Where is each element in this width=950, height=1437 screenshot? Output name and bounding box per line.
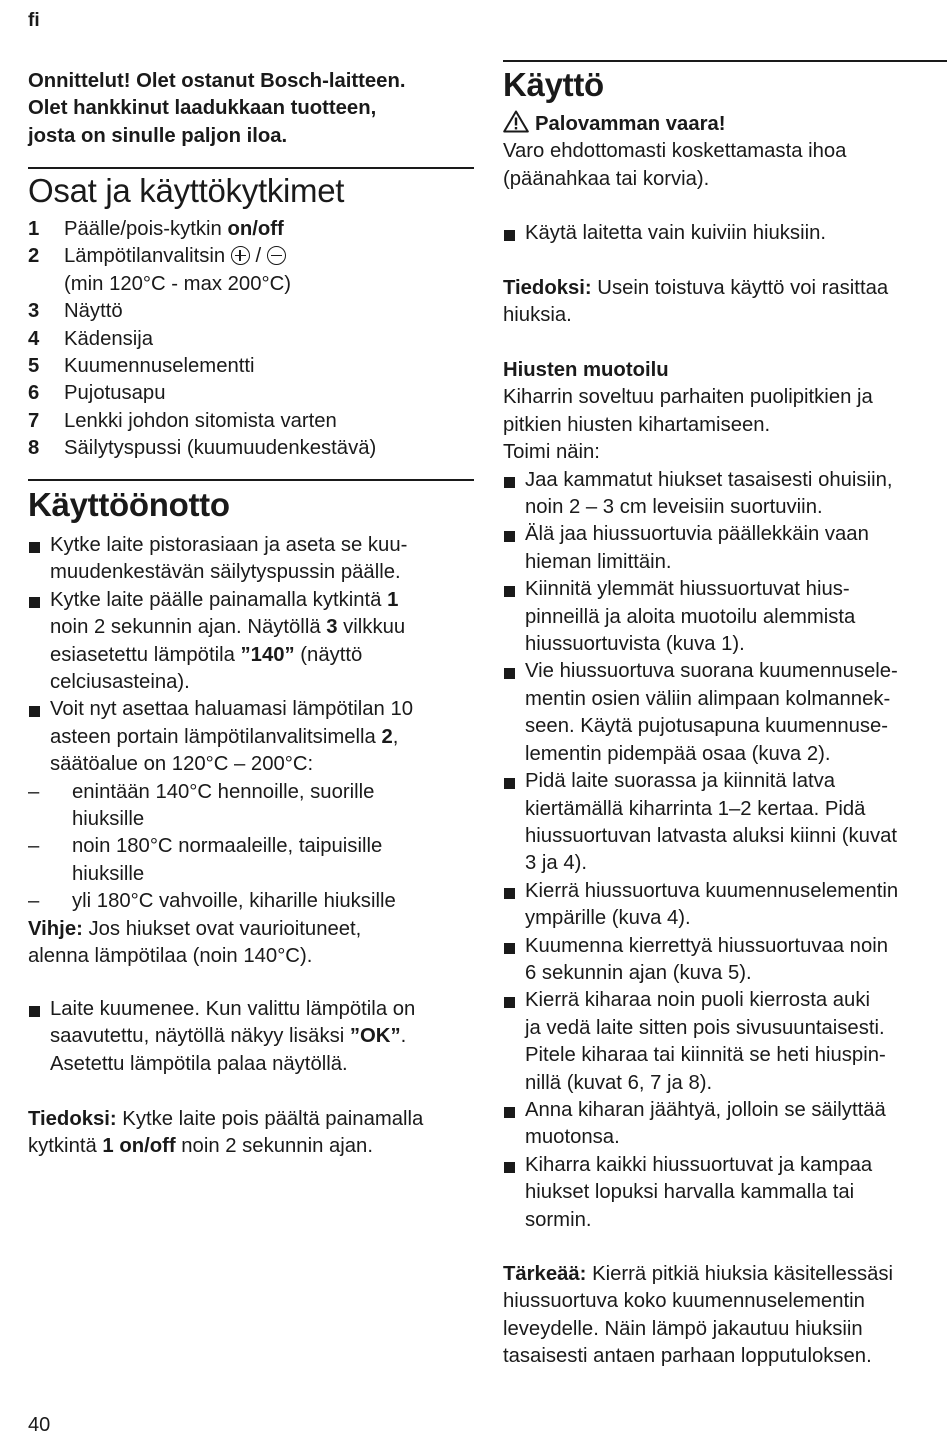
step-item: Kiharra kaikki hiussuortuvat ja kampaa hiukset lopuksi harvalla kammalla tai sormin. [503, 1152, 947, 1234]
important-note: Tärkeää: Kierrä pitkiä hiuksia käsitellessäsi hiussuortuva koko kuumennuselementin leveydelle. Näin lämpö jakautuu hiuksiin tasaisesti antaen parhaan lopputuloksen. [503, 1263, 894, 1368]
step-item: Jaa kammatut hiukset tasaisesti ohuisiin, noin 2 – 3 cm leveisiin suortuviin. [503, 467, 947, 522]
info-note: Tiedoksi: Kytke laite pois päältä painamalla kytkintä 1 on/off noin 2 sekunnin ajan. [28, 1108, 424, 1158]
intro-text: Onnittelut! Olet ostanut Bosch-laitteen. Olet hankkinut laadukkaan tuotteen, josta on sinulle paljon iloa. [28, 70, 406, 147]
bullet-item: Käytä laitetta vain kuiviin hiuksiin. [503, 220, 947, 247]
startup-heading: Käyttöönotto [28, 486, 230, 523]
step-item: Kiinnitä ylemmät hiussuortuvat hius- pinneillä ja aloita muotoilu alemmista hiussuortuvista (kuva 1). [503, 576, 947, 658]
parts-item: 5 Kuumennuselementti [28, 355, 255, 378]
startup-section [28, 532, 474, 971]
styling-section: Hiusten muotoilu Kiharrin soveltuu parhaiten puolipitkien ja pitkien hiusten kihartamiseen. Toimi näin: Jaa kammatut hiukset tasaisesti ohuisiin, noin 2 – 3 cm leveisiin suortuviin. Älä jaa hiussuortuvia päällekkäin vaan hieman limittäin. Kiinnitä ylemmät hiussuortuvat hius- pinneillä ja aloita muotoilu alemmista hiussuortuvista (kuva 1). Vie hiussuortuva suorana kuumennusele- mentin osien väliin alimpaan kolmannek- seen. Käytä pujotusapuna kuumennuse- lementin pidempää osaa (kuva 2). Pidä laite suorassa ja kiinnitä latva kiertämällä kiharrinta 1–2 kertaa. Pidä hiussuortuvan latvasta aluksi kiinni (kuvat 3 ja 4). Kierrä hiussuortuva kuumennuselementin ympärille (kuva 4). Kuumenna kierrettyä hiussuortuvaa noin 6 sekunnin ajan (kuva 5). Kierrä kiharaa noin puoli kierrosta auki ja vedä laite sitten pois sivusuuntaisesti. Pitele kiharaa tai kiinnitä se heti hiuspin- nillä (kuvat 6, 7 ja 8). Anna kiharan jäähtyä, jolloin se säilyttää muotonsa. Kiharra kaikki hiussuortuvat ja kampaa hiukset lopuksi harvalla kammalla tai sormin. [503, 357, 947, 1234]
step-item: Kuumenna kierrettyä hiussuortuvaa noin 6 sekunnin ajan (kuva 5). [503, 933, 947, 988]
parts-item: 8 Säilytyspussi (kuumuudenkestävä) [28, 437, 377, 460]
language-code: fi [28, 10, 40, 31]
use-heading: Käyttö [503, 66, 604, 103]
parts-heading: Osat ja käyttökytkimet [28, 172, 345, 209]
danger-warning: Palovamman vaara! Varo ehdottomasti koskettamasta ihoa (päänahkaa tai korvia). [503, 110, 947, 193]
plus-circle-icon [231, 246, 250, 265]
bullet-item: Kytke laite pistorasiaan ja aseta se kuu- muudenkestävän säilytyspussin päälle. [28, 532, 474, 587]
dash-item: – yli 180°C vahvoille, kiharille hiuksille [28, 890, 396, 913]
parts-item: 4 Kädensija [28, 327, 154, 350]
divider [28, 167, 474, 169]
parts-item-continuation: (min 120°C - max 200°C) [64, 272, 291, 295]
page-number: 40 [28, 1414, 51, 1436]
parts-list [28, 216, 474, 463]
divider [503, 60, 947, 62]
info-note: Tiedoksi: Usein toistuva käyttö voi rasittaa hiuksia. [503, 277, 889, 327]
minus-circle-icon [267, 246, 286, 265]
bullet-item: Voit nyt asettaa haluamasi lämpötilan 10 asteen portain lämpötilanvalitsimella 2, säätöalue on 120°C – 200°C: [28, 696, 474, 778]
bullet-item: Laite kuumenee. Kun valittu lämpötila on saavutettu, näytöllä näkyy lisäksi ”OK”. Asetettu lämpötila palaa näytöllä. [28, 996, 474, 1078]
styling-heading: Hiusten muotoilu [503, 359, 669, 381]
tip-note: Vihje: Jos hiukset ovat vaurioituneet, alenna lämpötilaa (noin 140°C). [28, 917, 362, 968]
divider [28, 479, 474, 481]
step-item: Kierrä hiussuortuva kuumennuselementin ympärille (kuva 4). [503, 878, 947, 933]
parts-item: 6 Pujotusapu [28, 382, 166, 405]
step-item: Vie hiussuortuva suorana kuumennusele- mentin osien väliin alimpaan kolmannek- seen. Käytä pujotusapuna kuumennuse- lementin pidempää osaa (kuva 2). [503, 658, 947, 768]
parts-item: 1 Päälle/pois-kytkin on/off [28, 218, 284, 240]
parts-item: 2 Lämpötilanvalitsin / [28, 243, 474, 270]
dry-hair-bullet [503, 220, 947, 247]
parts-item: 7 Lenkki johdon sitomista varten [28, 409, 337, 432]
dash-item: – enintään 140°C hennoille, suorille hiuksille [28, 780, 375, 831]
bullet-item: Kytke laite päälle painamalla kytkintä 1 noin 2 sekunnin ajan. Näytöllä 3 vilkkuu esiasetettu lämpötila ”140” (näyttö celciusasteina). [28, 587, 474, 697]
step-item: Anna kiharan jäähtyä, jolloin se säilyttää muotonsa. [503, 1097, 947, 1152]
dash-item: – noin 180°C normaaleille, taipuisille hiuksille [28, 835, 383, 885]
warning-triangle-icon [503, 110, 529, 133]
step-item: Kierrä kiharaa noin puoli kierrosta auki ja vedä laite sitten pois sivusuuntaisesti. Pitele kiharaa tai kiinnitä se heti hiuspin- nillä (kuvat 6, 7 ja 8). [503, 987, 947, 1097]
heating-section [28, 996, 474, 1078]
step-item: Pidä laite suorassa ja kiinnitä latva kiertämällä kiharrinta 1–2 kertaa. Pidä hiussuortuvan latvasta aluksi kiinni (kuvat 3 ja 4). [503, 768, 947, 878]
step-item: Älä jaa hiussuortuvia päällekkäin vaan hieman limittäin. [503, 521, 947, 576]
parts-item: 3 Näyttö [28, 300, 123, 323]
